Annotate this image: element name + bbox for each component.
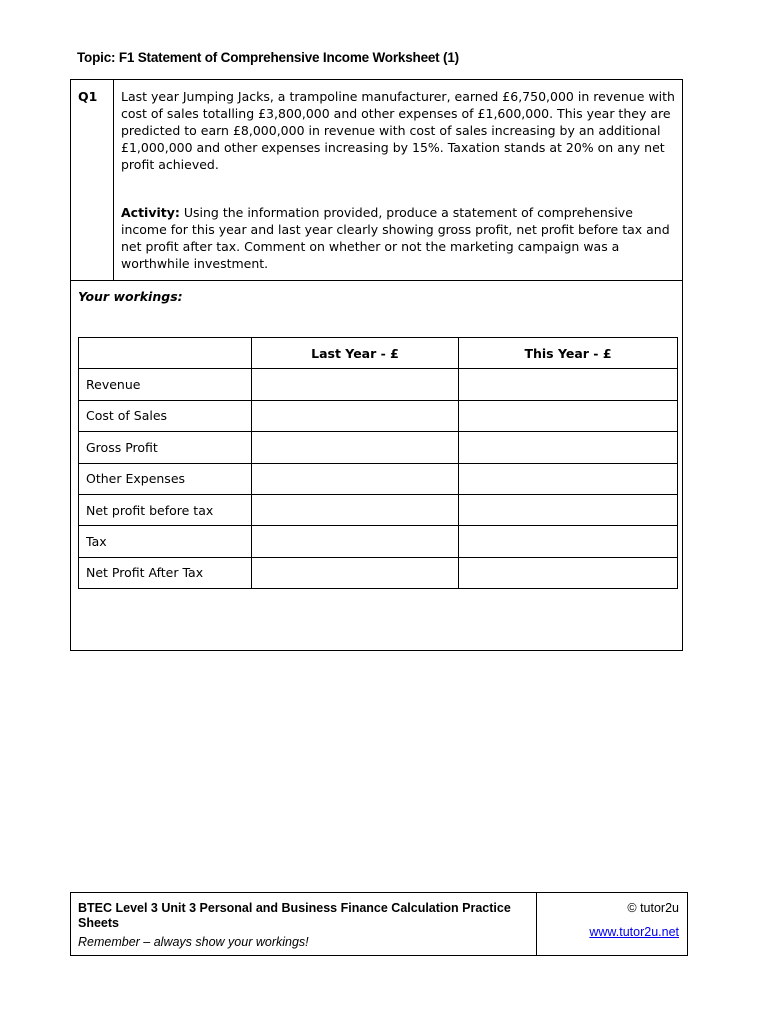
table-row xyxy=(79,494,678,525)
question-box xyxy=(70,79,683,651)
cell-last-year[interactable] xyxy=(252,494,459,525)
header-last-year: Last Year - £ xyxy=(252,338,459,369)
question-text xyxy=(114,80,682,272)
cell-this-year[interactable] xyxy=(459,400,678,431)
cell-last-year[interactable] xyxy=(252,526,459,557)
row-label-net-profit-after-tax: Net Profit After Tax xyxy=(79,557,252,588)
table-row xyxy=(79,369,678,400)
income-statement-table xyxy=(78,337,678,589)
activity-label: Activity: xyxy=(121,205,180,220)
cell-last-year[interactable] xyxy=(252,432,459,463)
row-label-net-profit-before-tax: Net profit before tax xyxy=(79,494,252,525)
header-this-year: This Year - £ xyxy=(459,338,678,369)
table-header-row xyxy=(79,338,678,369)
footer-left xyxy=(71,893,537,955)
workings-label: Your workings: xyxy=(78,289,183,304)
footer-reminder: Remember – always show your workings! xyxy=(78,935,309,949)
footer-course-title: BTEC Level 3 Unit 3 Personal and Business Finance Calculation Practice Sheets xyxy=(78,901,511,930)
table-row xyxy=(79,400,678,431)
table-row xyxy=(79,557,678,588)
cell-last-year[interactable] xyxy=(252,463,459,494)
row-label-other-expenses: Other Expenses xyxy=(79,463,252,494)
row-label-tax: Tax xyxy=(79,526,252,557)
cell-this-year[interactable] xyxy=(459,494,678,525)
row-label-gross-profit: Gross Profit xyxy=(79,432,252,463)
row-label-cost-of-sales: Cost of Sales xyxy=(79,400,252,431)
footer-website-link[interactable]: www.tutor2u.net xyxy=(589,925,679,939)
table-row xyxy=(79,463,678,494)
cell-this-year[interactable] xyxy=(459,369,678,400)
question-row xyxy=(71,80,682,281)
cell-this-year[interactable] xyxy=(459,526,678,557)
question-activity xyxy=(121,204,676,272)
header-blank xyxy=(79,338,252,369)
cell-last-year[interactable] xyxy=(252,557,459,588)
question-scenario: Last year Jumping Jacks, a trampoline manufacturer, earned £6,750,000 in revenue with cost of sales totalling £3,800,000 and other expenses of £1,600,000. This year they are predicted to earn £8,000,000 in revenue with cost of sales increasing by an additional £1,000,000 and other expenses increasing by 15%. Taxation stands at 20% on any net profit achieved. xyxy=(121,89,675,172)
activity-text: Using the information provided, produce a statement of comprehensive income for this year and last year clearly showing gross profit, net profit before tax and net profit after tax. Comment on whether or not the marketing campaign was a worthwhile investment. xyxy=(121,205,670,271)
footer-right xyxy=(537,893,687,963)
cell-this-year[interactable] xyxy=(459,432,678,463)
cell-this-year[interactable] xyxy=(459,463,678,494)
cell-this-year[interactable] xyxy=(459,557,678,588)
row-label-revenue: Revenue xyxy=(79,369,252,400)
page-title: Topic: F1 Statement of Comprehensive Income Worksheet (1) xyxy=(77,50,459,65)
page-footer xyxy=(70,892,688,956)
cell-last-year[interactable] xyxy=(252,400,459,431)
footer-copyright: © tutor2u xyxy=(627,901,679,915)
question-number: Q1 xyxy=(71,80,114,280)
cell-last-year[interactable] xyxy=(252,369,459,400)
table-row xyxy=(79,526,678,557)
table-row xyxy=(79,432,678,463)
